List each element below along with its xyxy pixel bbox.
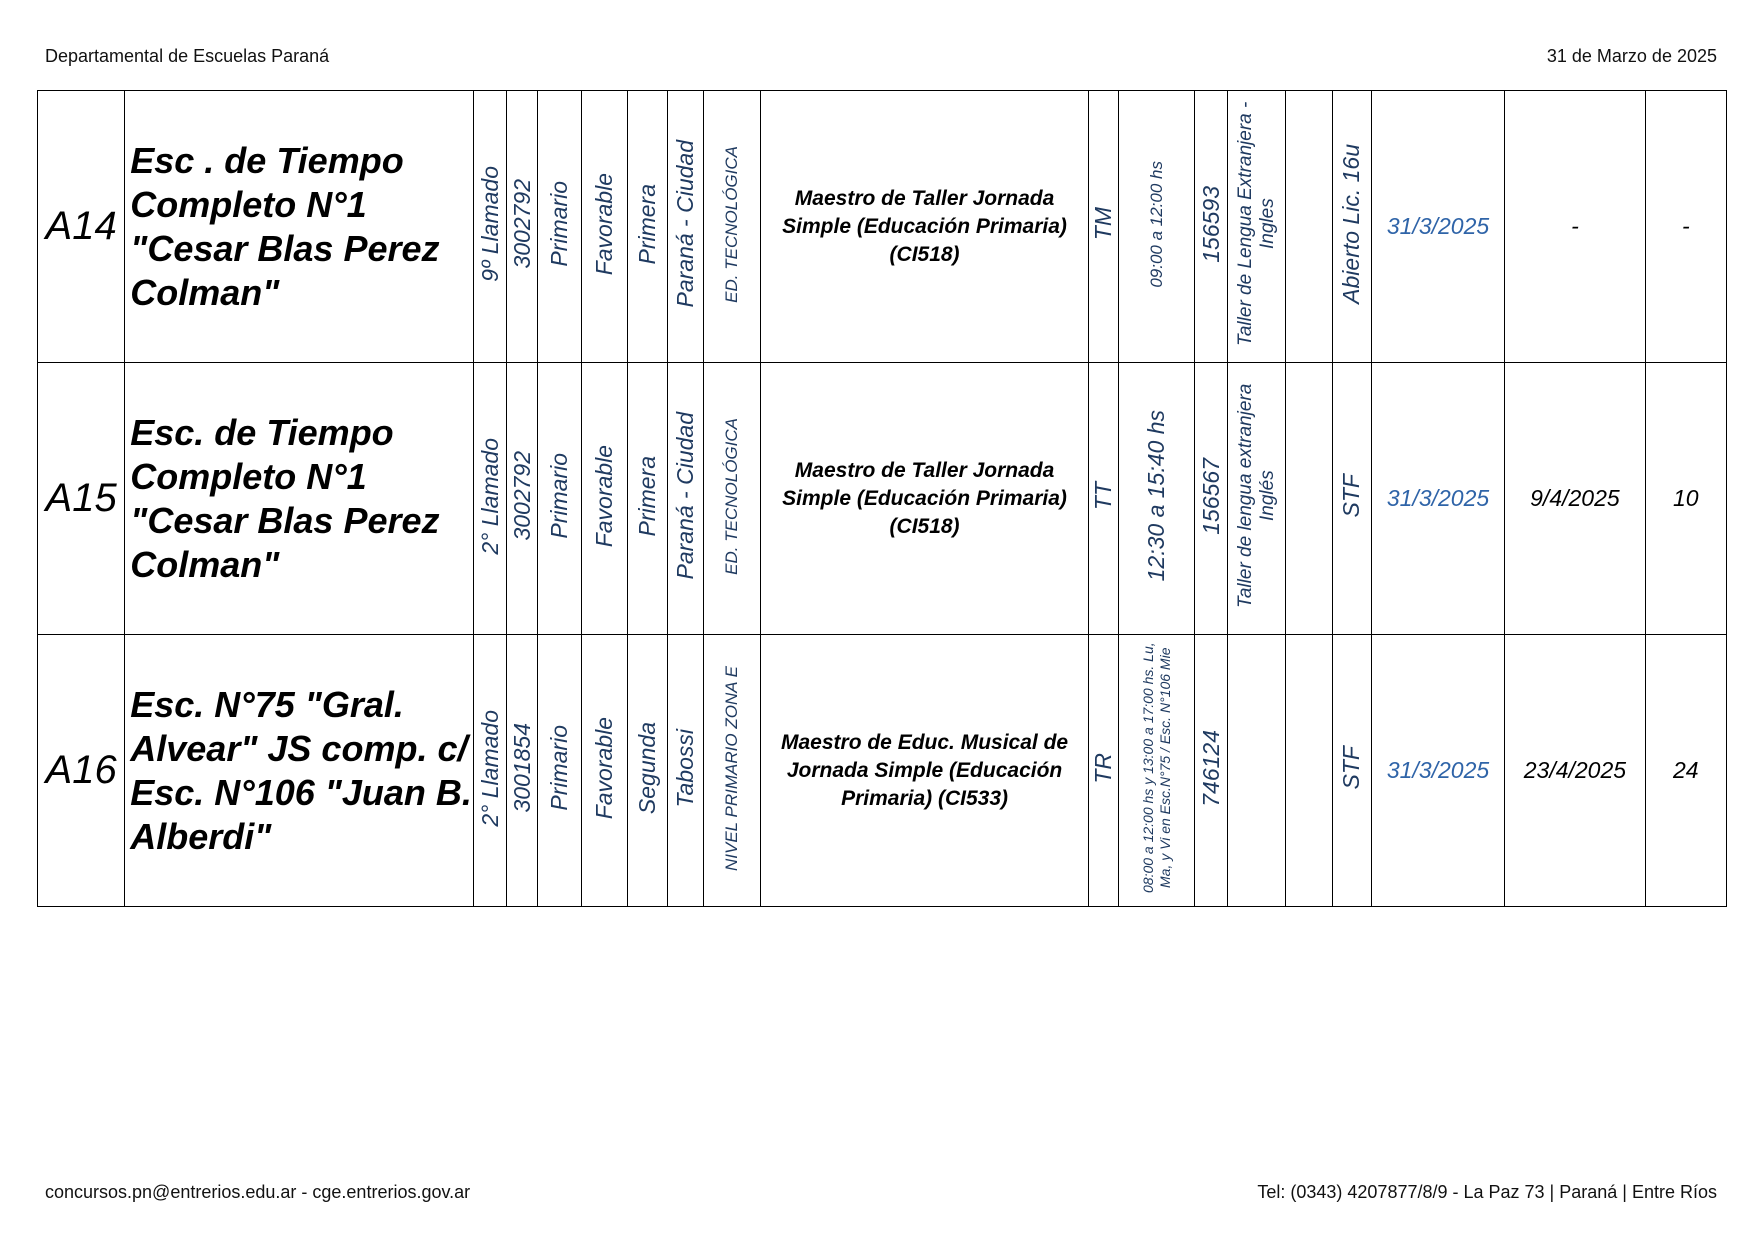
school-name: Esc. de Tiempo Completo N°1 "Cesar Blas Perez Colman" bbox=[125, 363, 474, 635]
codigo-cell bbox=[1195, 363, 1228, 635]
localidad-cell bbox=[667, 91, 703, 363]
numero-cell bbox=[507, 635, 538, 907]
school-number: 3001854 bbox=[508, 723, 535, 813]
table-row bbox=[38, 363, 1727, 635]
schedule: 08:00 a 12:00 hs y 13:00 a 17:00 hs. Lu, Ma, y Vi en Esc.N°75 / Esc. N°106 Mie bbox=[1139, 642, 1173, 894]
level: Primario bbox=[546, 725, 573, 811]
shift: TM bbox=[1090, 207, 1117, 241]
start-date: 31/3/2025 bbox=[1371, 91, 1504, 363]
numero-cell bbox=[507, 363, 538, 635]
end-date: 9/4/2025 bbox=[1505, 363, 1645, 635]
horario-cell bbox=[1119, 91, 1195, 363]
end-date: - bbox=[1505, 91, 1645, 363]
position-title: Maestro de Taller Jornada Simple (Educación Primaria) (CI518) bbox=[761, 91, 1089, 363]
llamado: 2° Llamado bbox=[476, 437, 503, 555]
days: 10 bbox=[1645, 363, 1726, 635]
position-title: Maestro de Taller Jornada Simple (Educación Primaria) (CI518) bbox=[761, 363, 1089, 635]
espacio-cell bbox=[1228, 635, 1285, 907]
days: - bbox=[1645, 91, 1726, 363]
table-row bbox=[38, 635, 1727, 907]
modality: ED. TECNOLÓGICA bbox=[721, 145, 741, 303]
zona-cell bbox=[581, 635, 627, 907]
nivel-cell bbox=[538, 91, 581, 363]
modalidad-cell bbox=[703, 91, 760, 363]
zone: Favorable bbox=[590, 444, 617, 548]
llamado-cell bbox=[474, 635, 507, 907]
localidad-cell bbox=[667, 363, 703, 635]
nivel-cell bbox=[538, 635, 581, 907]
zona-cell bbox=[581, 363, 627, 635]
horario-cell bbox=[1119, 363, 1195, 635]
numero-cell bbox=[507, 91, 538, 363]
row-code: A15 bbox=[38, 363, 125, 635]
category: Segunda bbox=[633, 721, 660, 815]
schedule: 09:00 a 12:00 hs bbox=[1146, 160, 1166, 288]
locality: Paraná - Ciudad bbox=[671, 412, 698, 580]
zona-cell bbox=[581, 91, 627, 363]
footer-contact-email: concursos.pn@entrerios.edu.ar - cge.entrerios.gov.ar bbox=[45, 1182, 471, 1202]
categoria-cell bbox=[627, 635, 667, 907]
situacion-cell bbox=[1332, 363, 1371, 635]
position-title: Maestro de Educ. Musical de Jornada Simple (Educación Primaria) (CI533) bbox=[761, 635, 1089, 907]
row-code: A14 bbox=[38, 91, 125, 363]
espacio-cell bbox=[1228, 91, 1285, 363]
extra-cell bbox=[1285, 635, 1332, 907]
end-date: 23/4/2025 bbox=[1505, 635, 1645, 907]
zone: Favorable bbox=[590, 172, 617, 276]
modality: ED. TECNOLÓGICA bbox=[721, 417, 741, 575]
status: Abierto Lic. 16u bbox=[1338, 144, 1365, 304]
categoria-cell bbox=[627, 363, 667, 635]
extra-cell bbox=[1285, 363, 1332, 635]
category: Primera bbox=[633, 455, 660, 537]
start-date: 31/3/2025 bbox=[1371, 635, 1504, 907]
llamado: 9º Llamado bbox=[476, 166, 503, 282]
status: STF bbox=[1338, 474, 1365, 518]
nivel-cell bbox=[538, 363, 581, 635]
position-code: 156593 bbox=[1197, 185, 1224, 263]
shift: TT bbox=[1090, 481, 1117, 511]
llamado-cell bbox=[474, 91, 507, 363]
categoria-cell bbox=[627, 91, 667, 363]
school-name: Esc . de Tiempo Completo N°1 "Cesar Blas Perez Colman" bbox=[125, 91, 474, 363]
position-code: 746124 bbox=[1197, 729, 1224, 807]
level: Primario bbox=[546, 453, 573, 539]
codigo-cell bbox=[1195, 91, 1228, 363]
espacio-cell bbox=[1228, 363, 1285, 635]
subject-space: Taller de lengua extranjera Inglés bbox=[1234, 383, 1278, 609]
llamado: 2° Llamado bbox=[476, 709, 503, 827]
days: 24 bbox=[1645, 635, 1726, 907]
locality: Tabossi bbox=[671, 728, 698, 808]
localidad-cell bbox=[667, 635, 703, 907]
school-number: 3002792 bbox=[508, 451, 535, 541]
codigo-cell bbox=[1195, 635, 1228, 907]
extra-cell bbox=[1285, 91, 1332, 363]
modalidad-cell bbox=[703, 363, 760, 635]
level: Primario bbox=[546, 181, 573, 267]
shift: TR bbox=[1090, 752, 1117, 784]
table-row bbox=[38, 91, 1727, 363]
llamado-cell bbox=[474, 363, 507, 635]
modalidad-cell bbox=[703, 635, 760, 907]
turno-cell bbox=[1089, 91, 1119, 363]
horario-cell bbox=[1119, 635, 1195, 907]
header-date: 31 de Marzo de 2025 bbox=[1546, 46, 1717, 66]
situacion-cell bbox=[1332, 635, 1371, 907]
header-institution: Departamental de Escuelas Paraná bbox=[45, 46, 330, 66]
row-code: A16 bbox=[38, 635, 125, 907]
footer-contact-address: Tel: (0343) 4207877/8/9 - La Paz 73 | Paraná | Entre Ríos bbox=[1257, 1182, 1717, 1202]
schedule: 12:30 a 15:40 hs bbox=[1143, 410, 1170, 582]
turno-cell bbox=[1089, 635, 1119, 907]
position-code: 156567 bbox=[1197, 457, 1224, 535]
situacion-cell bbox=[1332, 91, 1371, 363]
school-number: 3002792 bbox=[508, 179, 535, 269]
vacancies-table bbox=[37, 90, 1727, 907]
school-name: Esc. N°75 "Gral. Alvear" JS comp. c/ Esc. N°106 "Juan B. Alberdi" bbox=[125, 635, 474, 907]
status: STF bbox=[1338, 746, 1365, 790]
zone: Favorable bbox=[590, 716, 617, 820]
start-date: 31/3/2025 bbox=[1371, 363, 1504, 635]
turno-cell bbox=[1089, 363, 1119, 635]
subject-space: Taller de Lengua Extranjera - Ingles bbox=[1234, 101, 1278, 347]
modality: NIVEL PRIMARIO ZONA E bbox=[721, 665, 741, 871]
category: Primera bbox=[633, 183, 660, 265]
locality: Paraná - Ciudad bbox=[671, 140, 698, 308]
